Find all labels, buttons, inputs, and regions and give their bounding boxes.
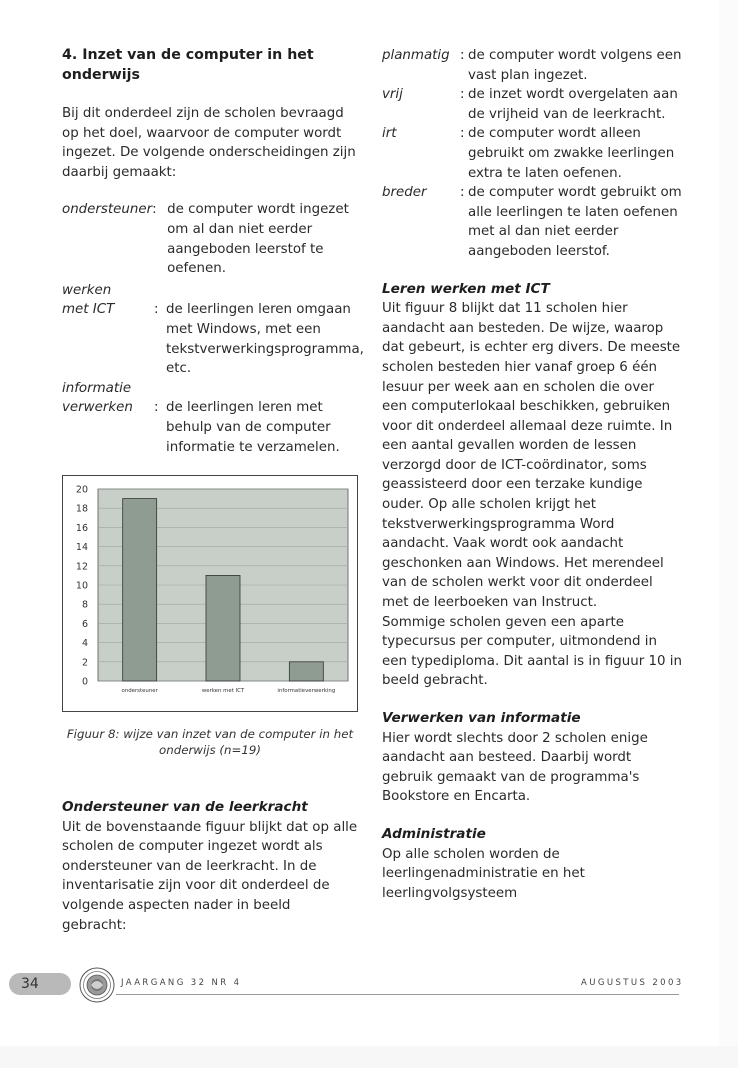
y-tick-label: 6 [81, 618, 88, 630]
right-column [382, 46, 682, 921]
section-title: 4. Inzet van de computer in het onderwijs [62, 47, 314, 83]
y-tick-label: 20 [75, 484, 88, 496]
journal-seal-icon [79, 967, 115, 1003]
y-tick-label: 8 [81, 599, 88, 611]
y-tick-label: 16 [75, 522, 88, 534]
definition-colon: : [460, 48, 465, 63]
page-edge-right [719, 0, 738, 1068]
y-tick-label: 4 [81, 638, 88, 650]
figure-caption: Figuur 8: wijze van inzet van de computer in het onderwijs (n=19) [66, 727, 354, 758]
subsection-heading: Verwerken van informatie [382, 710, 581, 726]
section-verwerken [382, 709, 682, 807]
page-number: 34 [9, 973, 71, 995]
bar [123, 499, 157, 681]
definition-item [62, 281, 364, 379]
subsection-body-continued: Sommige scholen geven een aparte typecursus per computer, uitmondend in een typediploma. Dit aantal is in figuur 10 in beeld gebracht. [382, 614, 682, 689]
section-administratie [382, 825, 682, 903]
x-tick-label: werken met ICT [201, 688, 245, 695]
subsection-heading: Administratie [382, 825, 486, 842]
left-definition-list [62, 200, 364, 457]
footer-rule [116, 994, 679, 995]
y-tick-label: 12 [75, 561, 88, 573]
figure-8-chart [62, 475, 358, 712]
x-tick-label: ondersteuner [121, 688, 158, 695]
definition-desc: de computer wordt alleen gebruikt om zwakke leerlingen extra te laten oefenen. [468, 126, 675, 181]
bar [289, 662, 323, 681]
subsection-heading: Leren werken met ICT [382, 280, 550, 297]
definition-term: breder [382, 185, 427, 201]
definition-colon: : [460, 126, 465, 142]
page-footer [0, 965, 738, 1005]
definition-colon: : [152, 202, 157, 218]
definition-term: planmatig [382, 48, 450, 63]
definition-desc: de computer wordt volgens een vast plan ingezet. [468, 48, 682, 83]
definition-item [382, 183, 682, 261]
definition-item [382, 85, 682, 124]
bar [206, 575, 240, 681]
subsection-body: Uit de bovenstaande figuur blijkt dat op alle scholen de computer ingezet wordt als ondersteuner van de leerkracht. In de inventarisatie zijn voor dit onderdeel de volgende aspecten nader in beeld gebracht: [62, 819, 358, 933]
definition-colon: : [154, 302, 159, 318]
page-edge-bottom [0, 1046, 738, 1068]
right-definition-list [382, 46, 682, 262]
definition-desc: de leerlingen leren met behulp van de computer informatie te verzamelen. [166, 400, 340, 455]
intro-paragraph: Bij dit onderdeel zijn de scholen bevraagd op het doel, waarvoor de computer wordt ingezet. De volgende onderscheidingen zijn daarbij gemaakt: [62, 106, 356, 180]
x-tick-label: informatieverwerking [277, 688, 336, 695]
definition-term: ondersteuner [62, 202, 153, 218]
definition-term: vrij [382, 87, 403, 103]
section-leren-werken [382, 280, 682, 691]
subsection-body: Uit figuur 8 blijkt dat 11 scholen hier aandacht aan besteden. De wijze, waarop dat gebeurt, is echter erg divers. De meeste scholen besteden hier vanaf groep 6 één lesuur per week aan en scholen die over een computerlokaal beschikken, gebruiken voor dit onderdeel allemaal deze ruimte. In een aantal gevallen worden de lessen verzorgd door de ICT-coördinator, soms geassisteerd door een terzake kundige ouder. Op alle scholen krijgt het tekstverwerkingsprogramma Word aandacht. Vaak wordt ook aandacht geschonken aan Windows. Het merendeel van de scholen werkt voor dit onderdeel met de leerboeken van Instruct. [382, 301, 681, 611]
definition-desc: de computer wordt ingezet om al dan niet eerder aangeboden leerstof te oefenen. [167, 202, 349, 277]
definition-colon: : [460, 185, 465, 201]
footer-issue: JAARGANG 32 NR 4 [121, 978, 242, 988]
definition-item [382, 124, 682, 183]
definition-item [382, 46, 682, 85]
definition-term: werken met ICT [62, 282, 115, 318]
subsection-body: Op alle scholen worden de leerlingenadministratie en het leerlingvolgsysteem [382, 846, 585, 901]
definition-desc: de leerlingen leren omgaan met Windows, met een tekstverwerkingsprogramma, etc. [166, 302, 364, 377]
definition-colon: : [154, 400, 159, 416]
subsection-body: Hier wordt slechts door 2 scholen enige aandacht aan besteed. Daarbij wordt gebruik gemaakt van de programma's Bookstore en Encarta. [382, 730, 648, 805]
y-tick-label: 2 [81, 657, 88, 669]
definition-item [62, 200, 358, 278]
definition-desc: de computer wordt gebruikt om alle leerlingen te laten oefenen met al dan niet eerder aangeboden leerstof. [468, 185, 682, 259]
footer-date: AUGUSTUS 2003 [581, 978, 684, 988]
y-tick-label: 0 [81, 676, 88, 688]
definition-term: irt [382, 126, 397, 142]
y-tick-label: 14 [75, 542, 88, 554]
y-tick-label: 18 [75, 503, 88, 515]
left-column [62, 46, 364, 935]
bar-chart [63, 476, 357, 711]
definition-item [62, 379, 358, 457]
y-tick-label: 10 [75, 580, 88, 592]
definition-desc: de inzet wordt overgelaten aan de vrijheid van de leerkracht. [468, 87, 678, 122]
subsection-heading: Ondersteuner van de leerkracht [62, 799, 308, 816]
definition-colon: : [460, 87, 465, 103]
definition-term: informatie verwerken [62, 380, 133, 416]
